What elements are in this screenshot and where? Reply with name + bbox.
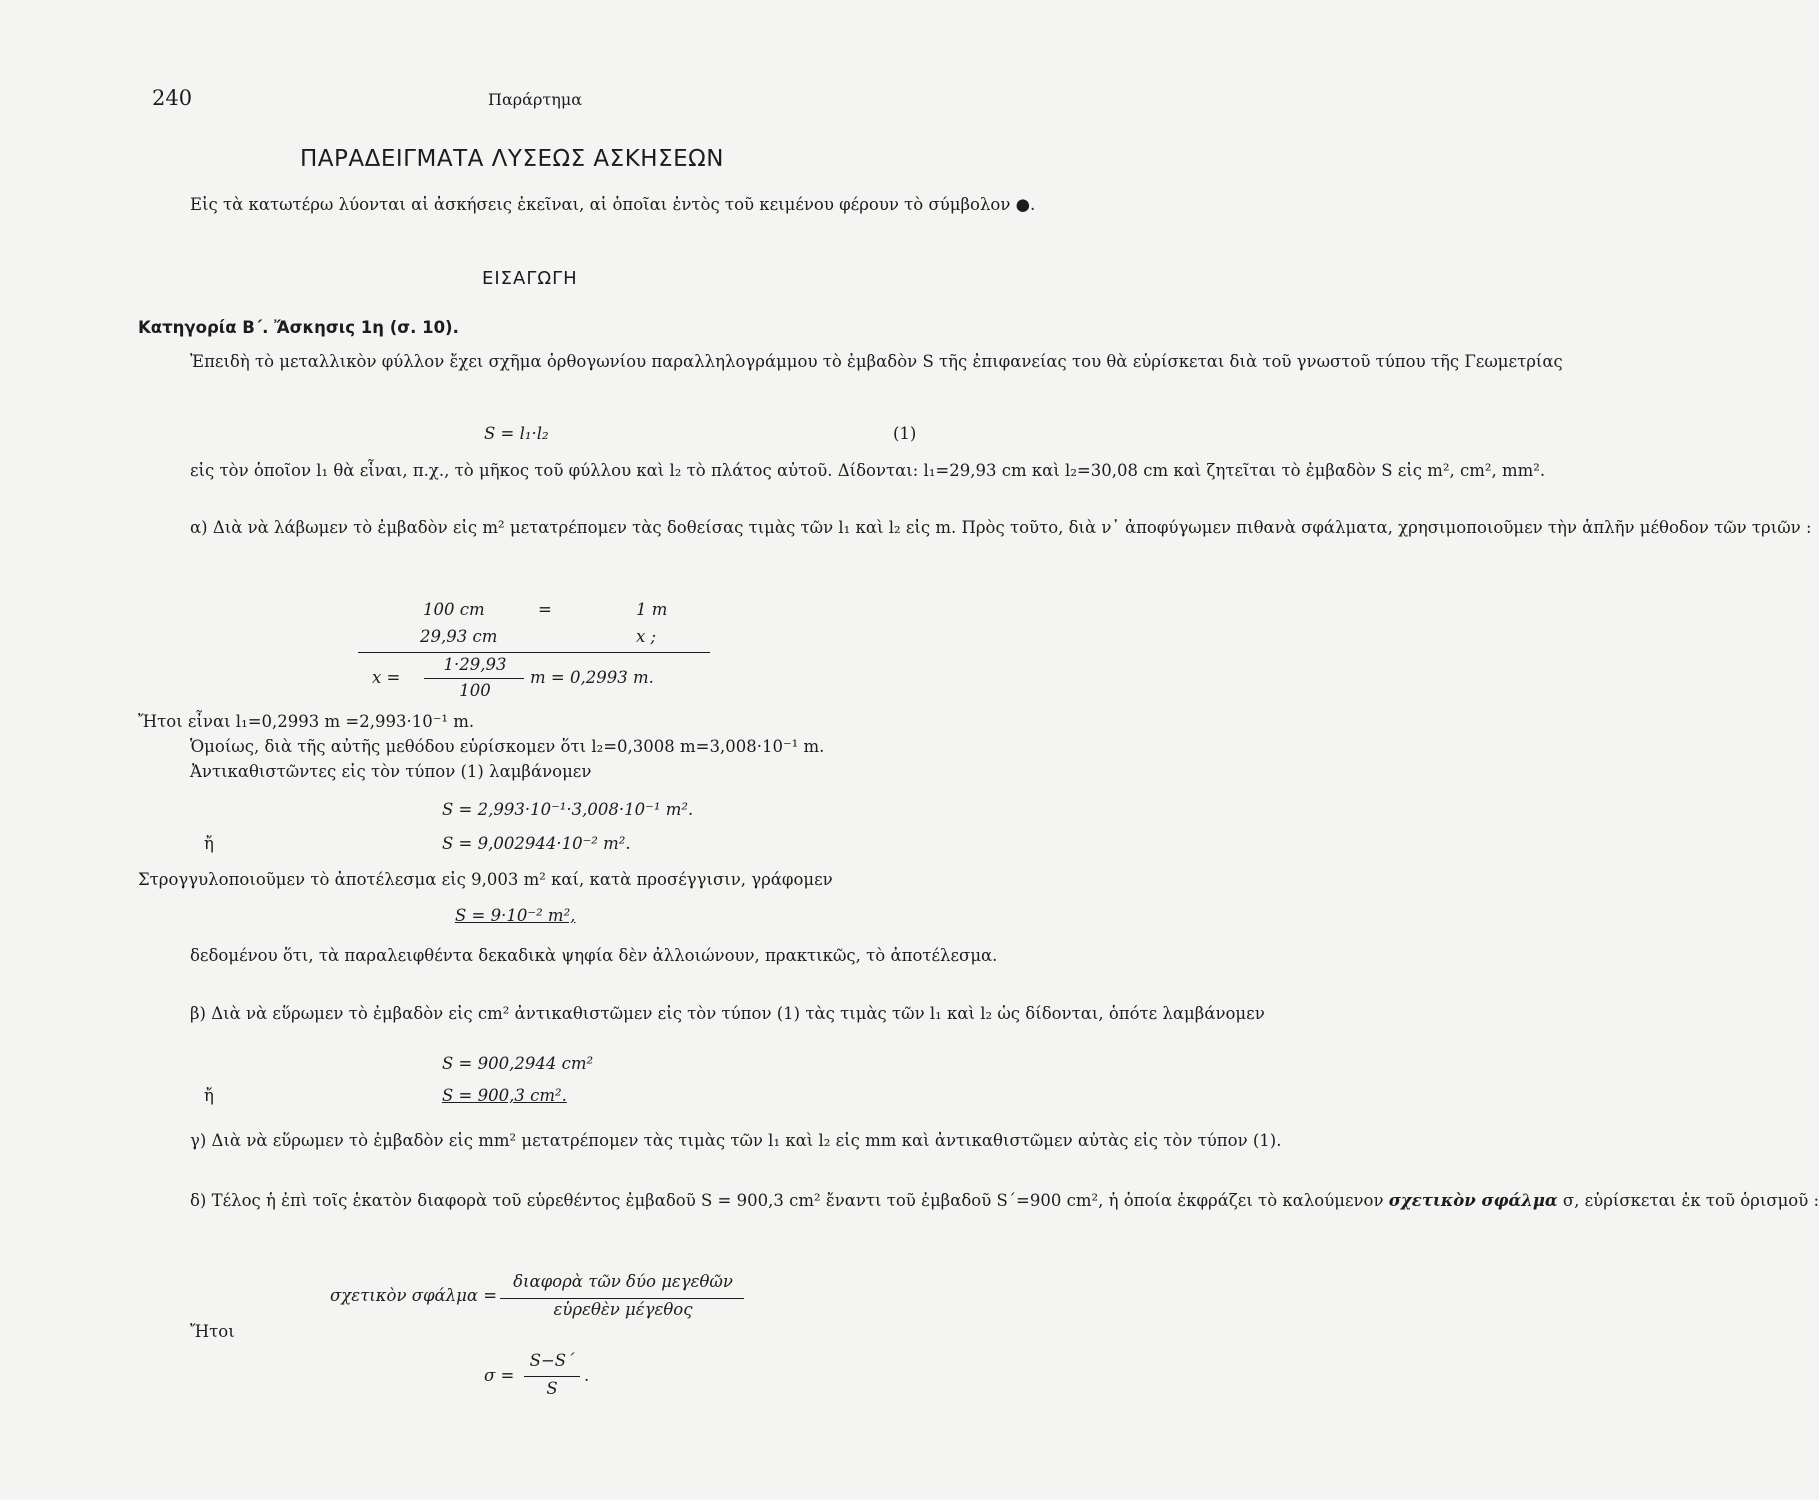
relative-error-bar: [500, 1298, 744, 1299]
paragraph-6-text: γ) Διὰ νὰ εὕρωμεν τὸ ἐμβαδὸν εἰς mm² μετατρέπομεν τὰς τιμὰς τῶν l₁ καὶ l₂ εἰς mm καὶ ἀντικαθιστῶμεν αὐτὰς εἰς τὸν τύπον (1).: [190, 1131, 1282, 1150]
paragraph-3: [138, 514, 1812, 541]
sigma-lhs: σ =: [484, 1366, 515, 1385]
intro-paragraph: [138, 191, 1036, 218]
x-denominator: 100: [459, 681, 491, 700]
equation-4: S = 9·10⁻² m²,: [455, 906, 576, 925]
paragraph-3-text: α) Διὰ νὰ λάβωμεν τὸ ἐμβαδὸν εἰς m² μετατρέπομεν τὰς δοθείσας τιμὰς τῶν l₁ καὶ l₂ εἰς m. Πρὸς τοῦτο, διὰ ν᾽ ἀποφύγωμεν πιθανὰ σφάλματα, χρησιμοποιοῦμεν τὴν ἁπλῆν μέθοδον τῶν τριῶν :: [190, 518, 1812, 537]
rounding-line: Στρογγυλοποιοῦμεν τὸ ἀποτέλεσμα εἰς 9,003 m² καί, κατὰ προσέγγισιν, γράφομεν: [138, 870, 833, 889]
equation-6: S = 900,3 cm².: [442, 1086, 567, 1105]
proportion-equals: =: [538, 600, 552, 619]
paragraph-4: [138, 942, 998, 969]
or-word-2: ἤ: [204, 1086, 214, 1105]
relative-error-term: σχετικὸν σφάλμα: [1388, 1191, 1558, 1210]
paragraph-2: [138, 457, 1546, 484]
paragraph-7-text: δ) Τέλος ἡ ἐπὶ τοῖς ἑκατὸν διαφορὰ τοῦ εὑρεθέντος ἐμβαδοῦ S = 900,3 cm² ἔναντι τοῦ ἐμβαδοῦ S΄=900 cm², ἡ ὁποία ἐκφράζει τὸ καλούμενον: [190, 1191, 1384, 1210]
equation-2: S = 2,993·10⁻¹·3,008·10⁻¹ m².: [442, 800, 694, 819]
paragraph-5: [138, 1000, 1265, 1027]
relative-error-numerator: διαφορὰ τῶν δύο μεγεθῶν: [513, 1272, 733, 1291]
exercise-heading: Κατηγορία Β΄. Ἄσκησις 1η (σ. 10).: [138, 318, 459, 337]
sigma-end: .: [584, 1366, 590, 1385]
section-title: ΠΑΡΑΔΕΙΓΜΑΤΑ ΛΥΣΕΩΣ ΑΣΚΗΣΕΩΝ: [300, 146, 724, 172]
l2-line: Ὁμοίως, διὰ τῆς αὐτῆς μεθόδου εὑρίσκομεν ὅτι l₂=0,3008 m=3,008·10⁻¹ m.: [190, 737, 825, 756]
page-number: 240: [152, 86, 193, 110]
x-result: m = 0,2993 m.: [530, 668, 654, 687]
substitution-line: Ἀντικαθιστῶντες εἰς τὸν τύπον (1) λαμβάνομεν: [190, 762, 592, 781]
paragraph-5-text: β) Διὰ νὰ εὕρωμεν τὸ ἐμβαδὸν εἰς cm² ἀντικαθιστῶμεν εἰς τὸν τύπον (1) τὰς τιμὰς τῶν l₁ καὶ l₂ ὡς δίδονται, ὁπότε λαμβάνομεν: [190, 1004, 1265, 1023]
equation-1: S = l₁·l₂: [484, 424, 549, 443]
paragraph-1-text: Ἐπειδὴ τὸ μεταλλικὸν φύλλον ἔχει σχῆμα ὀρθογωνίου παραλληλογράμμου τὸ ἐμβαδὸν S τῆς ἐπιφανείας του θὰ εὑρίσκεται διὰ τοῦ γνωστοῦ τύπου τῆς Γεωμετρίας: [190, 352, 1563, 371]
or-word-1: ἤ: [204, 834, 214, 853]
proportion-rule: [358, 652, 710, 653]
paragraph-7-end: σ, εὑρίσκεται ἐκ τοῦ ὁρισμοῦ :: [1562, 1191, 1819, 1210]
x-lhs: x =: [372, 668, 401, 687]
equation-3: S = 9,002944·10⁻² m².: [442, 834, 631, 853]
running-head: Παράρτημα: [488, 90, 583, 109]
proportion-d: x ;: [636, 627, 657, 646]
sigma-denominator: S: [546, 1379, 558, 1398]
sigma-fraction-bar: [524, 1376, 580, 1377]
proportion-a: 100 cm: [423, 600, 485, 619]
paragraph-4-text: δεδομένου ὅτι, τὰ παραλειφθέντα δεκαδικὰ ψηφία δὲν ἀλλοιώνουν, πρακτικῶς, τὸ ἀποτέλεσμα.: [190, 946, 998, 965]
intro-text: Εἰς τὰ κατωτέρω λύονται αἱ ἀσκήσεις ἐκεῖναι, αἱ ὁποῖαι ἐντὸς τοῦ κειμένου φέρουν τὸ σύμβολον ●.: [190, 195, 1036, 214]
itoi-word: Ἤτοι: [190, 1322, 235, 1341]
x-numerator: 1·29,93: [443, 655, 507, 674]
relative-error-denominator: εὑρεθὲν μέγεθος: [553, 1300, 693, 1319]
subsection-title: ΕΙΣΑΓΩΓΗ: [482, 268, 578, 289]
relative-error-lhs: σχετικὸν σφάλμα =: [330, 1286, 498, 1305]
paragraph-2-text: εἰς τὸν ὁποῖον l₁ θὰ εἶναι, π.χ., τὸ μῆκος τοῦ φύλλου καὶ l₂ τὸ πλάτος αὐτοῦ. Δίδονται: l₁=29,93 cm καὶ l₂=30,08 cm καὶ ζητεῖται τὸ ἐμβαδὸν S εἰς m², cm², mm².: [190, 461, 1546, 480]
proportion-c: 29,93 cm: [420, 627, 498, 646]
paragraph-6: [138, 1127, 1282, 1154]
sigma-numerator: S−S΄: [529, 1351, 575, 1370]
equation-1-number: (1): [893, 424, 917, 443]
paragraph-1: [138, 348, 1563, 375]
x-fraction-bar: [424, 678, 524, 679]
proportion-b: 1 m: [636, 600, 668, 619]
l1-line: Ἤτοι εἶναι l₁=0,2993 m =2,993·10⁻¹ m.: [138, 712, 475, 731]
equation-5: S = 900,2944 cm²: [442, 1054, 594, 1073]
paragraph-7: [138, 1187, 1819, 1214]
